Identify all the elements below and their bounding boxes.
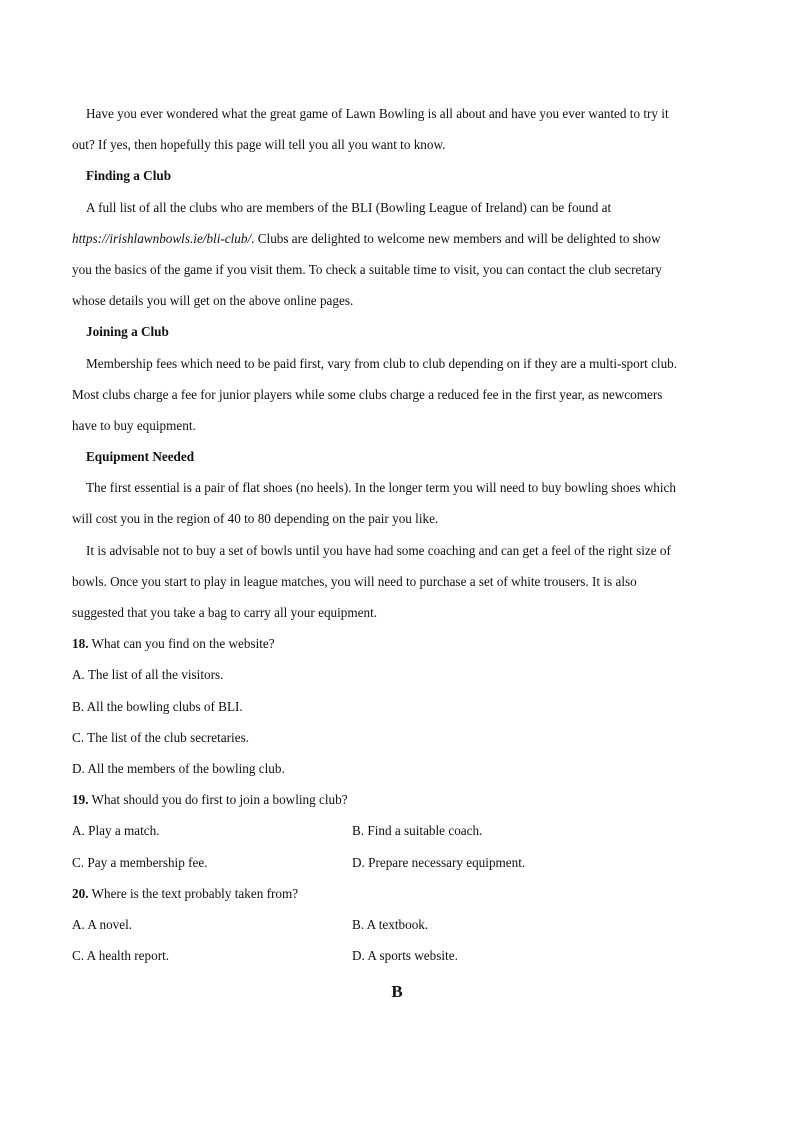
- q19-option-b: B. Find a suitable coach.: [352, 823, 483, 839]
- joining-line-2: Most clubs charge a fee for junior players while some clubs charge a reduced fee in the first year, as newcomers: [72, 386, 663, 402]
- equipment-p1-line-2: will cost you in the region of 40 to 80 depending on the pair you like.: [72, 511, 439, 527]
- question-20-text: Where is the text probably taken from?: [88, 885, 299, 901]
- equipment-p2-line-1: It is advisable not to buy a set of bowls until you have had some coaching and can get a feel of the right size of: [86, 542, 671, 558]
- club-list-url: https://irishlawnbowls.ie/bli-club/: [72, 230, 252, 246]
- equipment-p1-line-1: The first essential is a pair of flat shoes (no heels). In the longer term you will need to buy bowling shoes which: [86, 480, 677, 496]
- q20-options-row-1: [72, 909, 716, 940]
- equipment-p2-line-2: bowls. Once you start to play in league matches, you will need to purchase a set of white trousers. It is also: [72, 573, 637, 589]
- question-19-text: What should you do first to join a bowling club?: [88, 792, 348, 808]
- finding-line-1: A full list of all the clubs who are members of the BLI (Bowling League of Ireland) can be found at: [86, 199, 612, 215]
- q19-options-row-2: [72, 847, 716, 878]
- heading-equipment-needed: Equipment Needed: [86, 449, 195, 465]
- q20-option-a: A. A novel.: [72, 916, 133, 932]
- q20-option-d: D. A sports website.: [352, 948, 458, 964]
- q18-option-d: D. All the members of the bowling club.: [72, 760, 285, 776]
- document-page: [72, 98, 716, 971]
- finding-line-2: [72, 223, 716, 254]
- q18-option-c: C. The list of the club secretaries.: [72, 729, 250, 745]
- question-18-text: What can you find on the website?: [88, 636, 275, 652]
- q19-options-row-1: [72, 815, 716, 846]
- finding-line-2-rest: . Clubs are delighted to welcome new members and will be delighted to show: [251, 230, 661, 246]
- question-19-number: 19.: [72, 792, 89, 808]
- equipment-p2-line-3: suggested that you take a bag to carry all your equipment.: [72, 605, 378, 620]
- q19-option-d: D. Prepare necessary equipment.: [352, 854, 526, 870]
- q20-option-b: B. A textbook.: [352, 916, 429, 932]
- heading-finding-a-club: Finding a Club: [86, 168, 172, 184]
- q18-option-a: A. The list of all the visitors.: [72, 667, 224, 683]
- question-20-number: 20.: [72, 885, 89, 901]
- q19-option-a: A. Play a match.: [72, 823, 160, 839]
- finding-line-4: whose details you will get on the above online pages.: [72, 293, 354, 309]
- question-19: [72, 784, 716, 815]
- heading-joining-a-club: Joining a Club: [86, 324, 169, 340]
- q20-options-row-2: [72, 940, 716, 971]
- intro-line-2: out? If yes, then hopefully this page will tell you all you want to know.: [72, 137, 446, 153]
- section-label: B: [391, 982, 403, 1001]
- q19-option-c: C. Pay a membership fee.: [72, 854, 208, 870]
- joining-line-1: Membership fees which need to be paid first, vary from club to club depending on if they are a multi-sport club.: [86, 355, 678, 371]
- joining-line-3: have to buy equipment.: [72, 417, 196, 433]
- question-20: [72, 878, 716, 909]
- question-18: [72, 628, 716, 659]
- q20-option-c: C. A health report.: [72, 948, 170, 964]
- q18-option-b: B. All the bowling clubs of BLI.: [72, 698, 243, 714]
- question-18-number: 18.: [72, 636, 89, 652]
- finding-line-3: you the basics of the game if you visit them. To check a suitable time to visit, you can contact the club secretary: [72, 261, 662, 277]
- intro-line-1: Have you ever wondered what the great game of Lawn Bowling is all about and have you ever wanted to try it: [86, 106, 669, 121]
